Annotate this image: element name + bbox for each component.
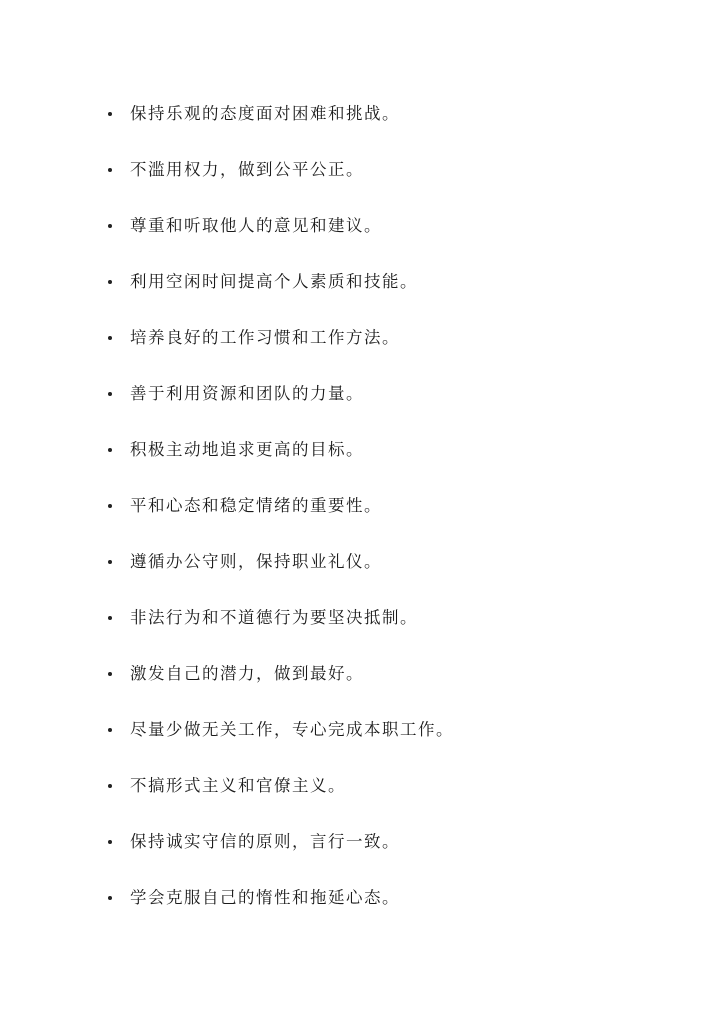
list-item-text: 保持乐观的态度面对困难和挑战。 xyxy=(130,104,400,123)
list-item-text: 激发自己的潜力，做到最好。 xyxy=(130,664,364,683)
list-item xyxy=(108,702,688,758)
list-item xyxy=(108,870,688,926)
list-item-text: 尊重和听取他人的意见和建议。 xyxy=(130,216,382,235)
list-item xyxy=(108,646,688,702)
list-item-text: 非法行为和不道德行为要坚决抵制。 xyxy=(130,608,418,627)
bullet-icon xyxy=(108,112,130,116)
bullet-icon xyxy=(108,168,130,172)
bullet-icon xyxy=(108,224,130,228)
list-item xyxy=(108,198,688,254)
list-item xyxy=(108,534,688,590)
list-item xyxy=(108,142,688,198)
bullet-icon xyxy=(108,896,130,900)
list-item-text: 培养良好的工作习惯和工作方法。 xyxy=(130,328,400,347)
list-item xyxy=(108,758,688,814)
bullet-icon xyxy=(108,280,130,284)
bullet-icon xyxy=(108,336,130,340)
bullet-icon xyxy=(108,504,130,508)
list-item xyxy=(108,254,688,310)
list-item-text: 利用空闲时间提高个人素质和技能。 xyxy=(130,272,418,291)
list-item-text: 善于利用资源和团队的力量。 xyxy=(130,384,364,403)
list-item xyxy=(108,590,688,646)
list-item xyxy=(108,310,688,366)
list-item xyxy=(108,814,688,870)
bullet-icon xyxy=(108,728,130,732)
bullet-icon xyxy=(108,392,130,396)
bullet-list xyxy=(108,86,688,926)
bullet-icon xyxy=(108,448,130,452)
list-item-text: 平和心态和稳定情绪的重要性。 xyxy=(130,496,382,515)
list-item-text: 尽量少做无关工作，专心完成本职工作。 xyxy=(130,720,454,739)
bullet-icon xyxy=(108,616,130,620)
bullet-icon xyxy=(108,560,130,564)
bullet-icon xyxy=(108,672,130,676)
list-item xyxy=(108,86,688,142)
list-item-text: 积极主动地追求更高的目标。 xyxy=(130,440,364,459)
list-item xyxy=(108,478,688,534)
bullet-icon xyxy=(108,784,130,788)
list-item-text: 学会克服自己的惰性和拖延心态。 xyxy=(130,888,400,907)
list-item-text: 遵循办公守则，保持职业礼仪。 xyxy=(130,552,382,571)
list-item-text: 保持诚实守信的原则，言行一致。 xyxy=(130,832,400,851)
list-item-text: 不滥用权力，做到公平公正。 xyxy=(130,160,364,179)
list-item-text: 不搞形式主义和官僚主义。 xyxy=(130,776,346,795)
bullet-icon xyxy=(108,840,130,844)
list-item xyxy=(108,422,688,478)
list-item xyxy=(108,366,688,422)
